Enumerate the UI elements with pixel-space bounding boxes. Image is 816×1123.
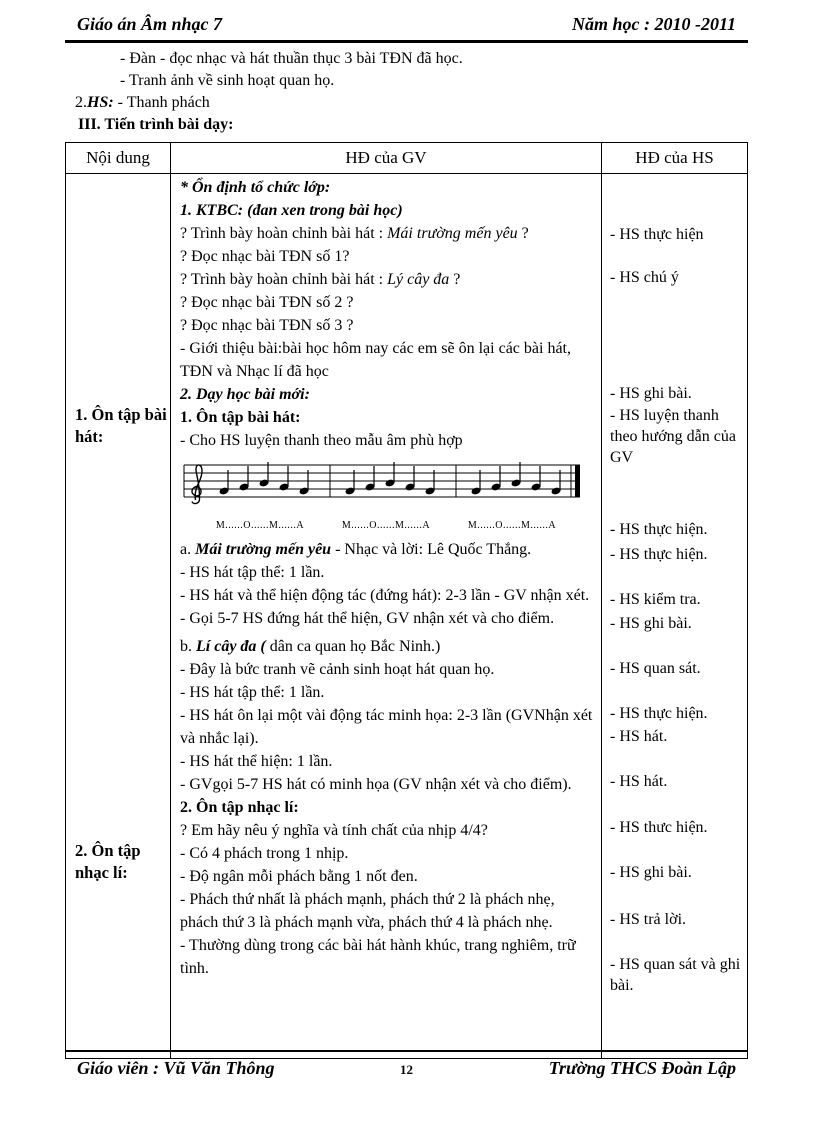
content-label-2: 2. Ôn tập nhạc lí: [75,841,141,882]
gv-step: - Gọi 5-7 HS đứng hát thể hiện, GV nhận xét và cho điểm. [180,610,555,627]
hs-note: - HS trả lời. [610,911,687,928]
gv-step: - GVgọi 5-7 HS hát có minh họa (GV nhận xét và cho điểm). [180,776,572,793]
gv-song-b-origin: dân ca quan họ Bắc Ninh.) [265,638,441,655]
hs-note: - HS hát. [610,728,668,745]
hs-note: - HS thưc hiện. [610,819,708,836]
gv-step: - HS hát tập thể: 1 lần. [180,684,325,701]
solfege-label-3: M......O......M......A [467,520,557,531]
section-heading: III. Tiến trình bài dạy: [78,116,234,133]
hs-note: - HS ghi bài. [610,385,692,402]
gv-step: - Phách thứ nhất là phách mạnh, phách thứ 2 là phách nhẹ, phách thứ 3 là phách mạnh vừa, phách thứ 4 là phách nhẹ. [180,891,555,931]
music-staff [182,455,590,507]
hs-rest: - Thanh phách [113,94,210,111]
page-number: 12 [400,1062,413,1077]
intro-line-hs [65,92,748,114]
gv-intro-lesson: - Giới thiệu bài:bài học hôm nay các em sẽ ôn lại các bài hát, TĐN và Nhạc lí đã học [180,340,571,380]
gv-question-5: ? Đọc nhạc bài TĐN số 3 ? [180,317,354,334]
gv-song-a-title: Mái trường mến yêu [195,541,332,558]
footer-school: Trường THCS Đoàn Lập [548,1058,736,1078]
hs-note: - HS luyện thanh theo hướng dẫn của GV [610,407,736,466]
gv-step: - HS hát và thể hiện động tác (đứng hát): 2-3 lần - GV nhận xét. [180,587,590,604]
hs-prefix: 2. [75,94,87,111]
intro-line-2: - Tranh ảnh về sinh hoạt quan họ. [120,72,335,89]
solfege-labels [182,514,595,531]
hs-note: - HS ghi bài. [610,615,692,632]
solfege-label-2: M......O......M......A [341,520,431,531]
gv-heading-on-tap-bai-hat: 1. Ôn tập bài hát: [180,409,301,426]
gv-heading-on-dinh: * Ổn định tổ chức lớp: [180,179,331,196]
gv-question-4: ? Đọc nhạc bài TĐN số 2 ? [180,294,354,311]
gv-song-a-prefix: a. [180,541,196,558]
gv-q3-song: Lý cây đa [387,271,450,288]
gv-q1-song: Mái trường mến yêu [387,225,518,242]
table-body-row [66,174,747,1058]
treble-clef-icon [192,465,202,504]
notes [219,462,562,495]
footer-teacher: Giáo viên : Vũ Văn Thông [77,1058,275,1078]
header-title-left: Giáo án Âm nhạc 7 [77,14,223,34]
gv-luyen-thanh: - Cho HS luyện thanh theo mẫu âm phù hợp [180,432,463,449]
table-header-gv: HĐ của GV [171,143,602,173]
intro-block [65,48,748,136]
header-title-right: Năm học : 2010 -2011 [572,14,736,34]
gv-step: - HS hát tập thể: 1 lần. [180,564,325,581]
gv-step: - Đây là bức tranh vẽ cảnh sinh hoạt hát quan họ. [180,661,495,678]
hs-note: - HS thực hiện [610,226,704,243]
cell-hs [602,174,747,1058]
hs-note: - HS thực hiện. [610,705,708,722]
lesson-table [65,142,748,1059]
gv-q3-end: ? [449,271,461,288]
hs-note: - HS ghi bài. [610,864,692,881]
gv-question-2: ? Đọc nhạc bài TĐN số 1? [180,248,350,265]
gv-step: - HS hát thể hiện: 1 lần. [180,753,333,770]
gv-song-b-title: Lí cây đa ( [196,638,266,655]
hs-note: - HS chú ý [610,269,679,286]
table-header-hs: HĐ của HS [635,148,714,167]
solfege-label-1: M......O......M......A [215,520,305,531]
gv-step: - Có 4 phách trong 1 nhịp. [180,845,349,862]
hs-note: - HS thực hiện. [610,521,708,538]
hs-label: HS: [87,94,114,111]
gv-song-a-author: - Nhạc và lời: Lê Quốc Thắng. [331,541,532,558]
intro-line-1: - Đàn - đọc nhạc và hát thuần thục 3 bài TĐN đã học. [120,50,463,67]
hs-note: - HS thực hiện. [610,546,708,563]
cell-gv [171,174,602,1058]
document-footer [65,1050,748,1079]
page-content [65,12,748,1059]
document-header [65,12,748,43]
table-header-row [66,143,747,174]
gv-step: - HS hát ôn lại một vài động tác minh họa: 2-3 lần (GVNhận xét và nhắc lại). [180,707,593,747]
gv-heading-on-tap-nhac-li: 2. Ôn tập nhạc lí: [180,799,299,816]
gv-q1-end: ? [517,225,529,242]
gv-song-a [180,538,595,561]
vocal-warmup-notation [182,455,595,531]
content-label-1: 1. Ôn tập bài hát: [75,405,167,446]
hs-note: - HS quan sát và ghi bài. [610,956,741,994]
hs-note: - HS hát. [610,773,668,790]
gv-heading-day-hoc: 2. Dạy học bài mới: [180,386,310,403]
gv-q3-text: ? Trình bày hoàn chỉnh bài hát : [180,271,388,288]
gv-song-b-prefix: b. [180,638,196,655]
final-barline [575,465,580,497]
gv-step: - Thường dùng trong các bài hát hành khúc, trang nghiêm, trữ tình. [180,937,576,977]
gv-heading-ktbc: 1. KTBC: (đan xen trong bài học) [180,202,403,219]
table-header-noidung: Nội dung [66,143,171,173]
gv-question-nhip: ? Em hãy nêu ý nghĩa và tính chất của nhịp 4/4? [180,822,488,839]
hs-note: - HS quan sát. [610,660,701,677]
gv-question-1 [180,222,595,245]
hs-note: - HS kiểm tra. [610,591,701,608]
cell-noidung [66,174,171,1058]
gv-question-3 [180,268,595,291]
gv-step: - Độ ngân mỗi phách bằng 1 nốt đen. [180,868,418,885]
gv-q1-text: ? Trình bày hoàn chỉnh bài hát : [180,225,388,242]
gv-song-b [180,635,595,658]
